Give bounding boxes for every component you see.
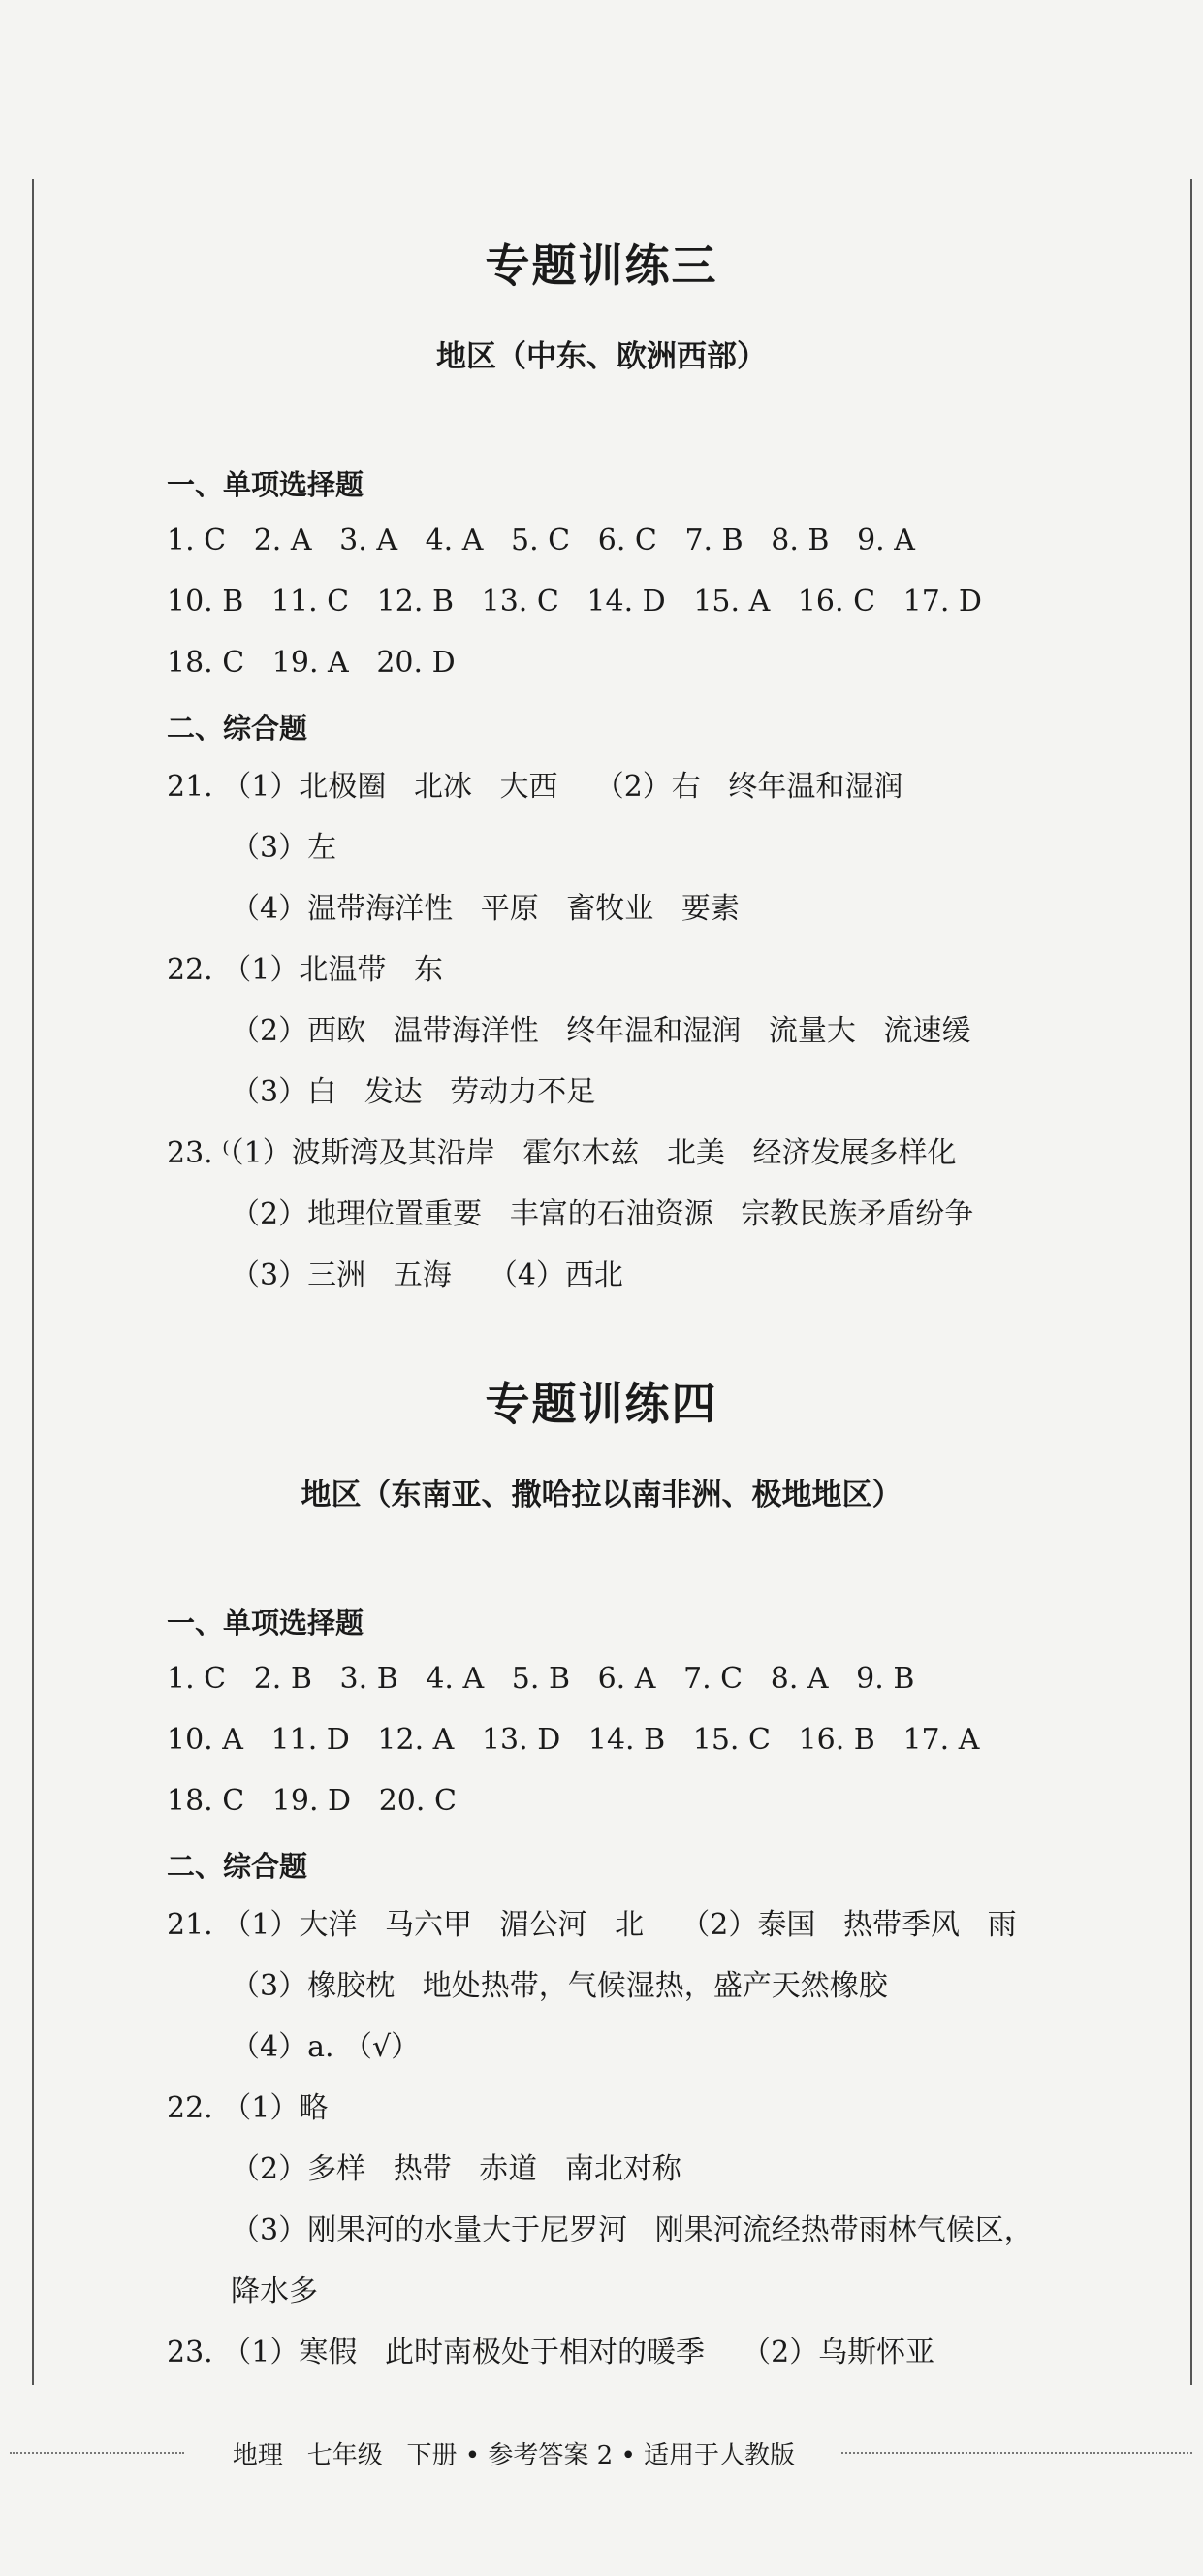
answer-line: （4）a. （√） — [231, 2030, 421, 2064]
answer-line: 22. （1）略 — [167, 2091, 329, 2125]
answer-line: （4）温带海洋性 平原 畜牧业 要素 — [231, 892, 740, 926]
answer-line: 21. （1）北极圈 北冰 大西 （2）右 终年温和湿润 — [167, 770, 903, 804]
answer-line: 降水多 — [231, 2274, 318, 2308]
heading-comprehensive-4: 二、综合题 — [167, 1850, 308, 1883]
answer-line: （2）西欧 温带海洋性 终年温和湿润 流量大 流速缓 — [231, 1014, 971, 1048]
heading-multiple-choice-4: 一、单项选择题 — [167, 1606, 364, 1639]
footer-text: 地理 七年级 下册 • 参考答案 2 • 适用于人教版 — [232, 2441, 796, 2470]
answer-line: （3）刚果河的水量大于尼罗河 刚果河流经热带雨林气候区， — [231, 2213, 1033, 2247]
left-margin-line — [32, 179, 34, 2385]
right-margin-line — [1190, 179, 1192, 2385]
answer-line: （3）橡胶枕 地处热带，气候湿热，盛产天然橡胶 — [231, 1969, 888, 2003]
footer-rule-left — [10, 2452, 184, 2454]
section-subtitle-3: 地区（中东、欧洲西部） — [436, 339, 767, 374]
section-title-4: 专题训练四 — [485, 1378, 718, 1430]
heading-comprehensive-3: 二、综合题 — [167, 712, 308, 745]
mc-answers-row: 18. C 19. A 20. D — [167, 646, 456, 680]
page-footer — [0, 2433, 1203, 2472]
answer-line: 23. ⁽（1）波斯湾及其沿岸 霍尔木兹 北美 经济发展多样化 — [167, 1136, 957, 1170]
answer-line: 21. （1）大洋 马六甲 湄公河 北 （2）泰国 热带季风 雨 — [167, 1908, 1017, 1942]
section-title-3: 专题训练三 — [485, 239, 718, 292]
answer-line: （3）白 发达 劳动力不足 — [231, 1075, 596, 1109]
mc-answers-row: 1. C 2. B 3. B 4. A 5. B 6. A 7. C 8. A 9. B — [167, 1662, 915, 1696]
mc-answers-row: 10. A 11. D 12. A 13. D 14. B 15. C 16. B 17. A — [167, 1723, 980, 1757]
section-subtitle-4: 地区（东南亚、撒哈拉以南非洲、极地地区） — [301, 1478, 902, 1512]
mc-answers-row: 18. C 19. D 20. C — [167, 1784, 457, 1818]
answer-line: （2）地理位置重要 丰富的石油资源 宗教民族矛盾纷争 — [231, 1197, 974, 1231]
answer-line: （3）左 — [231, 831, 337, 865]
answer-line: （3）三洲 五海 （4）西北 — [231, 1258, 623, 1292]
answer-line: 23. （1）寒假 此时南极处于相对的暖季 （2）乌斯怀亚 — [167, 2336, 935, 2369]
answer-line: 22. （1）北温带 东 — [167, 953, 443, 987]
mc-answers-row: 10. B 11. C 12. B 13. C 14. D 15. A 16. C 17. D — [167, 585, 982, 619]
mc-answers-row: 1. C 2. A 3. A 4. A 5. C 6. C 7. B 8. B 9. A — [167, 524, 915, 557]
footer-rule-right — [841, 2452, 1192, 2454]
heading-multiple-choice-3: 一、单项选择题 — [167, 468, 364, 501]
answer-line: （2）多样 热带 赤道 南北对称 — [231, 2152, 681, 2186]
